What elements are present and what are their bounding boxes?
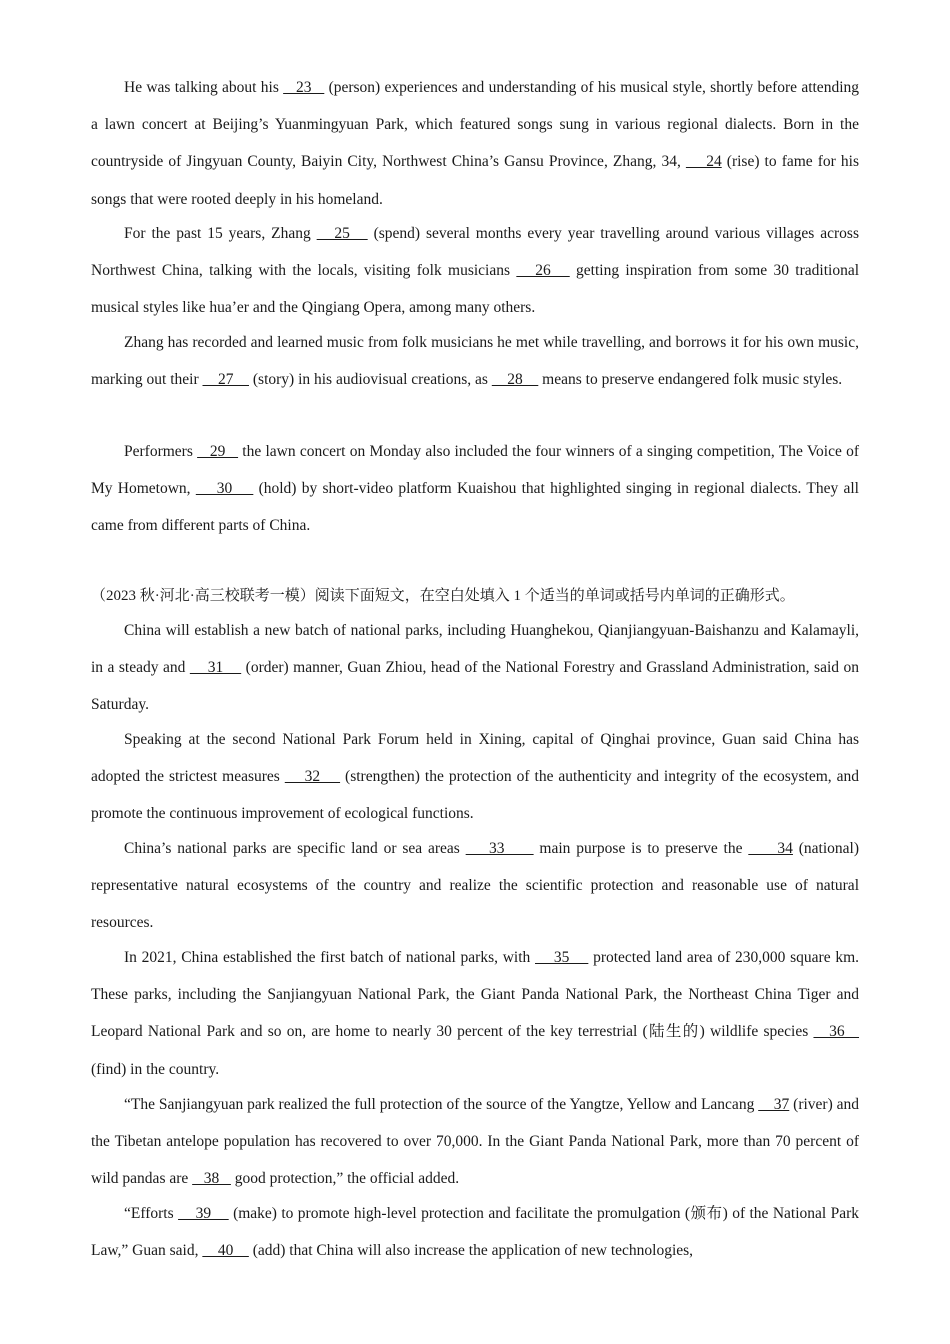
text: (order) manner, Guan Zhiou, head of the National Forestry and Grassland Administration, said on Saturday. (91, 659, 859, 714)
text: main purpose is to preserve the (533, 840, 749, 857)
blank-28[interactable]: 28 (491, 371, 539, 389)
text: getting inspiration from some 30 traditional musical styles like hua’er and the Qingiang Opera, among many others. (91, 262, 860, 317)
passage2-paragraph-6 (91, 1195, 859, 1269)
text: “The Sanjiangyuan park realized the full protection of the source of the Yangtze, Yellow and Lancang (124, 1096, 759, 1113)
blank-33[interactable]: 33 (465, 840, 534, 857)
text: (river) and the Tibetan antelope population has recovered to over 70,000. In the Giant Panda National Park, more than 70 percent of wild pandas are (91, 1096, 860, 1188)
passage2-paragraph-2 (91, 721, 859, 833)
passage2-paragraph-3 (91, 830, 859, 942)
text: (national) representative natural ecosystems of the country and realize the scientific protection and reasonable use of natural resources. (91, 840, 860, 932)
text: (make) to promote high-level protection and facilitate the promulgation (颁布) of the National Park Law,” Guan said, (91, 1205, 860, 1260)
passage1-paragraph-4 (91, 433, 859, 545)
text: (rise) to fame for his songs that were rooted deeply in his homeland. (91, 153, 859, 208)
passage1-paragraph-1 (91, 69, 859, 218)
passage2-paragraph-5 (91, 1086, 859, 1198)
passage1-paragraph-3 (91, 324, 859, 398)
blank-27[interactable]: 27 (202, 371, 249, 389)
blank-31[interactable]: 31 (189, 659, 242, 677)
text: (spend) several months every year travelling around various villages across Northwest China, talking with the locals, visiting folk musicians (91, 225, 859, 280)
blank-32[interactable]: 32 (284, 768, 341, 786)
text: For the past 15 years, Zhang (124, 225, 317, 242)
text: (strengthen) the protection of the authenticity and integrity of the ecosystem, and promote the continuous improvement of ecological functions. (91, 768, 860, 823)
passage1-paragraph-2 (91, 215, 859, 327)
blank-26[interactable]: 26 (516, 262, 570, 280)
text: (hold) by short-video platform Kuaishou that highlighted singing in regional dialects. They all came from different parts of China. (91, 480, 859, 535)
blank-29[interactable]: 29 (197, 443, 239, 460)
text: (add) that China will also increase the application of new technologies, (248, 1242, 694, 1260)
passage2-paragraph-1 (91, 612, 859, 724)
blank-38[interactable]: 38 (192, 1170, 231, 1188)
text: (person) experiences and understanding of his musical style, shortly before attending a lawn concert at Beijing’s Yuanmingyuan Park, which featured songs sung in various regional dialects. Born in the countryside of Jingyuan County, Baiyin City, Northwest China’s Gansu Province, Zhang, 34, (91, 79, 859, 171)
text: Speaking at the second National Park Forum held in Xining, capital of Qinghai province, Guan said China has adopted the strictest measures (91, 731, 859, 786)
blank-37[interactable]: 37 (758, 1096, 790, 1113)
text: good protection,” the official added. (230, 1170, 460, 1188)
text: means to preserve endangered folk music styles. (538, 371, 843, 389)
text: China’s national parks are specific land or sea areas (124, 840, 466, 857)
blank-24[interactable]: 24 (685, 153, 722, 171)
text: Performers (124, 443, 198, 460)
text: He was talking about his (124, 79, 284, 96)
blank-30[interactable]: 30 (195, 480, 254, 498)
text: China will establish a new batch of national parks, including Huanghekou, Qianjiangyuan-Baishanzu and Kalamayli, in a steady and (91, 622, 859, 677)
passage2-paragraph-4 (91, 939, 859, 1088)
blank-23[interactable]: 23 (283, 79, 325, 96)
text: In 2021, China established the first batch of national parks, with (124, 949, 536, 966)
text: the lawn concert on Monday also included the four winners of a singing competition, The Voice of My Hometown, (91, 443, 859, 498)
blank-40[interactable]: 40 (202, 1242, 249, 1260)
text: Zhang has recorded and learned music from folk musicians he met while travelling, and borrows it for his own music, marking out their (91, 334, 859, 389)
passage2-instructions: （2023 秋·河北·高三校联考一模）阅读下面短文，在空白处填入 1 个适当的单词或括号内单词的正确形式。 (91, 588, 795, 604)
blank-25[interactable]: 25 (316, 225, 368, 242)
blank-36[interactable]: 36 (813, 1023, 860, 1041)
blank-35[interactable]: 35 (535, 949, 589, 966)
text: “Efforts (124, 1205, 179, 1222)
blank-39[interactable]: 39 (178, 1205, 229, 1222)
text: (find) in the country. (91, 1060, 220, 1078)
blank-34[interactable]: 34 (748, 840, 793, 857)
text: protected land area of 230,000 square km. These parks, including the Sanjiangyuan National Park, the Giant Panda National Park, the Northeast China Tiger and Leopard National Park and so on, are home to nearly 30 percent of the key terrestrial (陆生的) wildlife species (91, 949, 860, 1041)
text: (story) in his audiovisual creations, as (249, 371, 492, 389)
